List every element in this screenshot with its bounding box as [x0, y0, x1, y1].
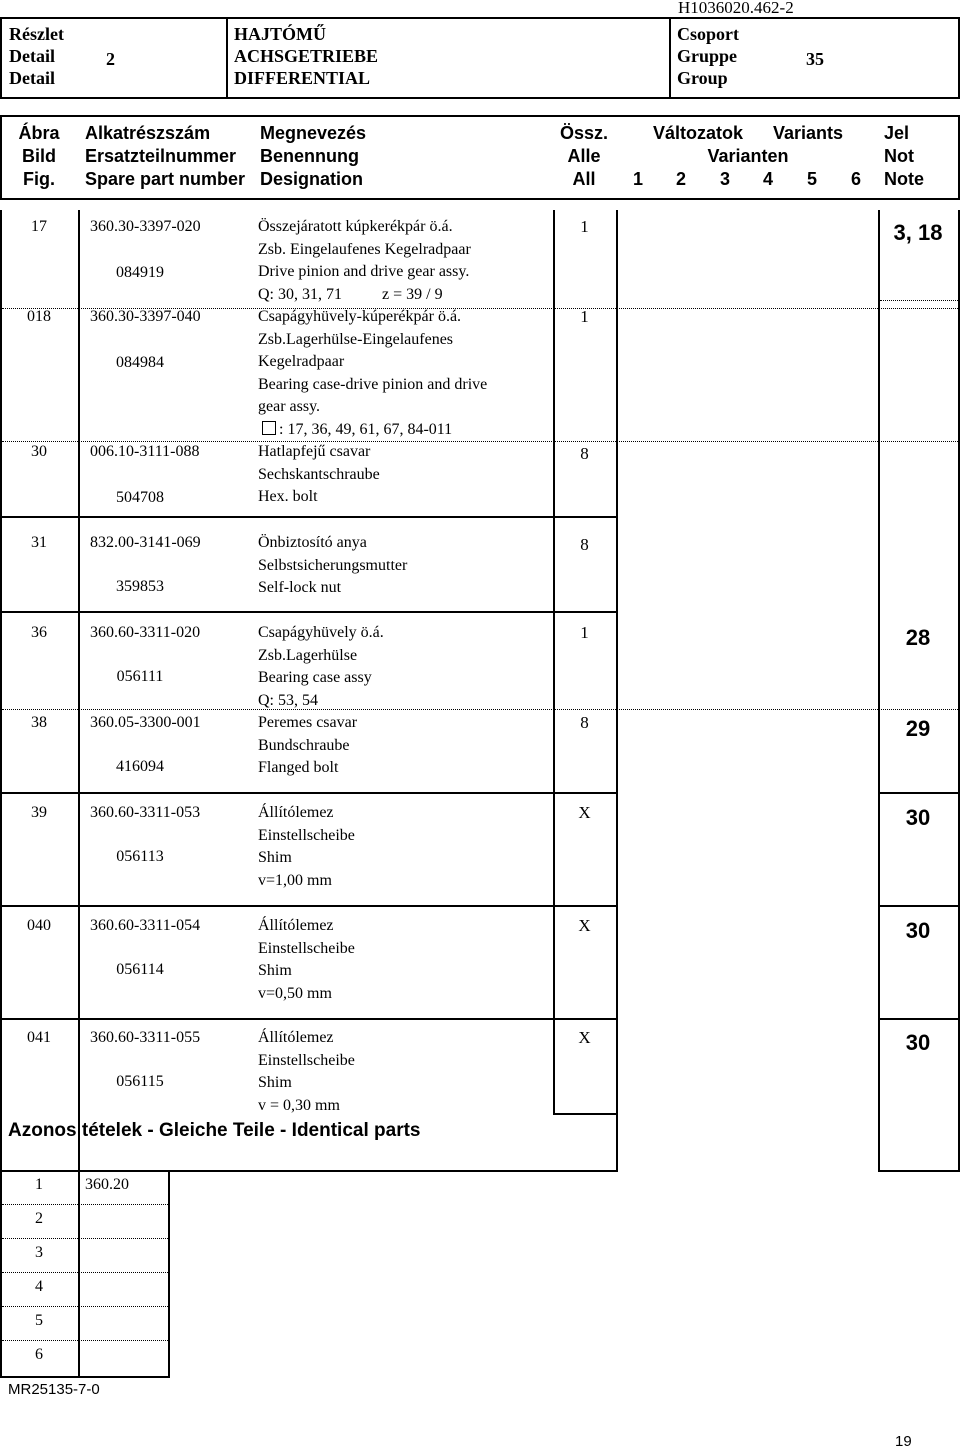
page-number: 19 [895, 1433, 912, 1450]
drawing-reference: MR25135-7-0 [8, 1381, 100, 1398]
group-label-hu: Csoport [677, 24, 739, 44]
note-value: 28 [905, 625, 931, 650]
order-code: 359853 [116, 578, 164, 595]
fig-number: 040 [27, 917, 51, 934]
group-label-en: Group [677, 68, 728, 88]
quantity: 1 [580, 307, 589, 326]
identical-parts-table [0, 1170, 170, 1378]
fig-number: 30 [31, 443, 47, 460]
designation: Állítólemez Einstellscheibe Shim v=1,00 mm [258, 804, 355, 889]
order-code: 056113 [116, 848, 164, 865]
quantity: 1 [580, 623, 589, 642]
order-code: 504708 [116, 489, 164, 506]
fig-number: 041 [27, 1029, 51, 1046]
document-code: H1036020.462-2 [678, 0, 794, 17]
note-value: 30 [905, 918, 931, 943]
fig-number: 39 [31, 804, 47, 821]
detail-label-block [9, 23, 64, 89]
detail-number: 2 [106, 49, 115, 69]
title-en: DIFFERENTIAL [234, 68, 371, 88]
square-icon [262, 421, 276, 435]
part-number: 360.60-3311-055 [90, 1029, 201, 1046]
fig-number: 17 [31, 218, 47, 235]
designation: Összejáratott kúpkerékpár ö.á. Zsb. Eingelaufenes Kegelradpaar Drive pinion and drive gear assy. Q: 30, 31, 71 z = 39 / 9 [258, 218, 471, 303]
col-header-qty: Össz. Alle All [559, 123, 609, 189]
designation: Állítólemez Einstellscheibe Shim v=0,50 mm [258, 917, 355, 1002]
order-code: 416094 [116, 758, 164, 775]
part-number: 360.60-3311-054 [90, 917, 201, 934]
variant-numbers: 1 2 3 4 5 6 [633, 169, 862, 189]
assembly-title [234, 23, 378, 89]
part-number: 360.60-3311-020 [90, 624, 201, 641]
col-header-note: Jel Not Note [884, 123, 924, 189]
quantity: X [578, 803, 591, 822]
order-code: 084919 [116, 264, 164, 281]
note-value: 3, 18 [893, 220, 943, 245]
part-number: 832.00-3141-069 [90, 534, 201, 551]
col-header-part: Alkatrészszám Ersatzteilnummer Spare part number [85, 123, 246, 189]
col-header-desc: Megnevezés Benennung Designation [260, 123, 367, 189]
quantity: 8 [580, 535, 589, 554]
designation: Önbiztosító anya Selbstsicherungsmutter Self-lock nut [258, 534, 408, 596]
order-code: 056114 [116, 961, 164, 978]
col-header-fig: Ábra Bild Fig. [18, 123, 60, 189]
fig-number: 38 [31, 714, 47, 731]
quantity: 8 [580, 444, 589, 463]
fig-number: 36 [31, 624, 47, 641]
fig-number: 018 [27, 308, 51, 325]
fig-number: 31 [31, 534, 47, 551]
order-code: 056115 [116, 1073, 164, 1090]
designation: Hatlapfejű csavar Sechskantschraube Hex. bolt [258, 443, 380, 505]
order-code: 084984 [116, 354, 164, 371]
detail-label-en: Detail [9, 68, 55, 88]
title-hu: HAJTÓMŰ [234, 24, 326, 44]
quantity: 8 [580, 713, 589, 732]
order-code: 056111 [116, 668, 164, 685]
detail-label-de: Detail [9, 46, 55, 66]
col-header-variants: Változatok Variants Varianten 1 2 3 4 5 6 [616, 122, 880, 191]
detail-label-hu: Részlet [9, 24, 64, 44]
designation: Csapágyhüvely ö.á. Zsb.Lagerhülse Bearing case assy Q: 53, 54 [258, 624, 384, 709]
note-value: 29 [905, 716, 931, 741]
quantity: 1 [580, 217, 589, 236]
group-label-de: Gruppe [677, 46, 738, 66]
group-label-block [677, 23, 739, 89]
part-number: 360.30-3397-040 [90, 308, 201, 325]
part-number: 360.05-3300-001 [90, 714, 201, 731]
designation: Csapágyhüvely-kúperékpár ö.á. Zsb.Lagerhülse-Eingelaufenes Kegelradpaar Bearing case-drive pinion and drive gear assy. : 17, 36, 49, 61, 67, 84-011 [258, 308, 488, 438]
group-number: 35 [806, 49, 824, 69]
quantity: X [578, 916, 591, 935]
identical-parts-title: Azonos tételek - Gleiche Teile - Identical parts [8, 1120, 421, 1141]
designation: Állítólemez Einstellscheibe Shim v = 0,30 mm [258, 1029, 355, 1114]
part-number: 360.30-3397-020 [90, 218, 201, 235]
designation: Peremes csavar Bundschraube Flanged bolt [258, 714, 358, 776]
part-number: 360.60-3311-053 [90, 804, 201, 821]
quantity: X [578, 1028, 591, 1047]
note-value: 30 [905, 1030, 931, 1055]
note-value: 30 [905, 805, 931, 830]
part-number: 006.10-3111-088 [90, 443, 200, 460]
title-de: ACHSGETRIEBE [234, 46, 379, 66]
